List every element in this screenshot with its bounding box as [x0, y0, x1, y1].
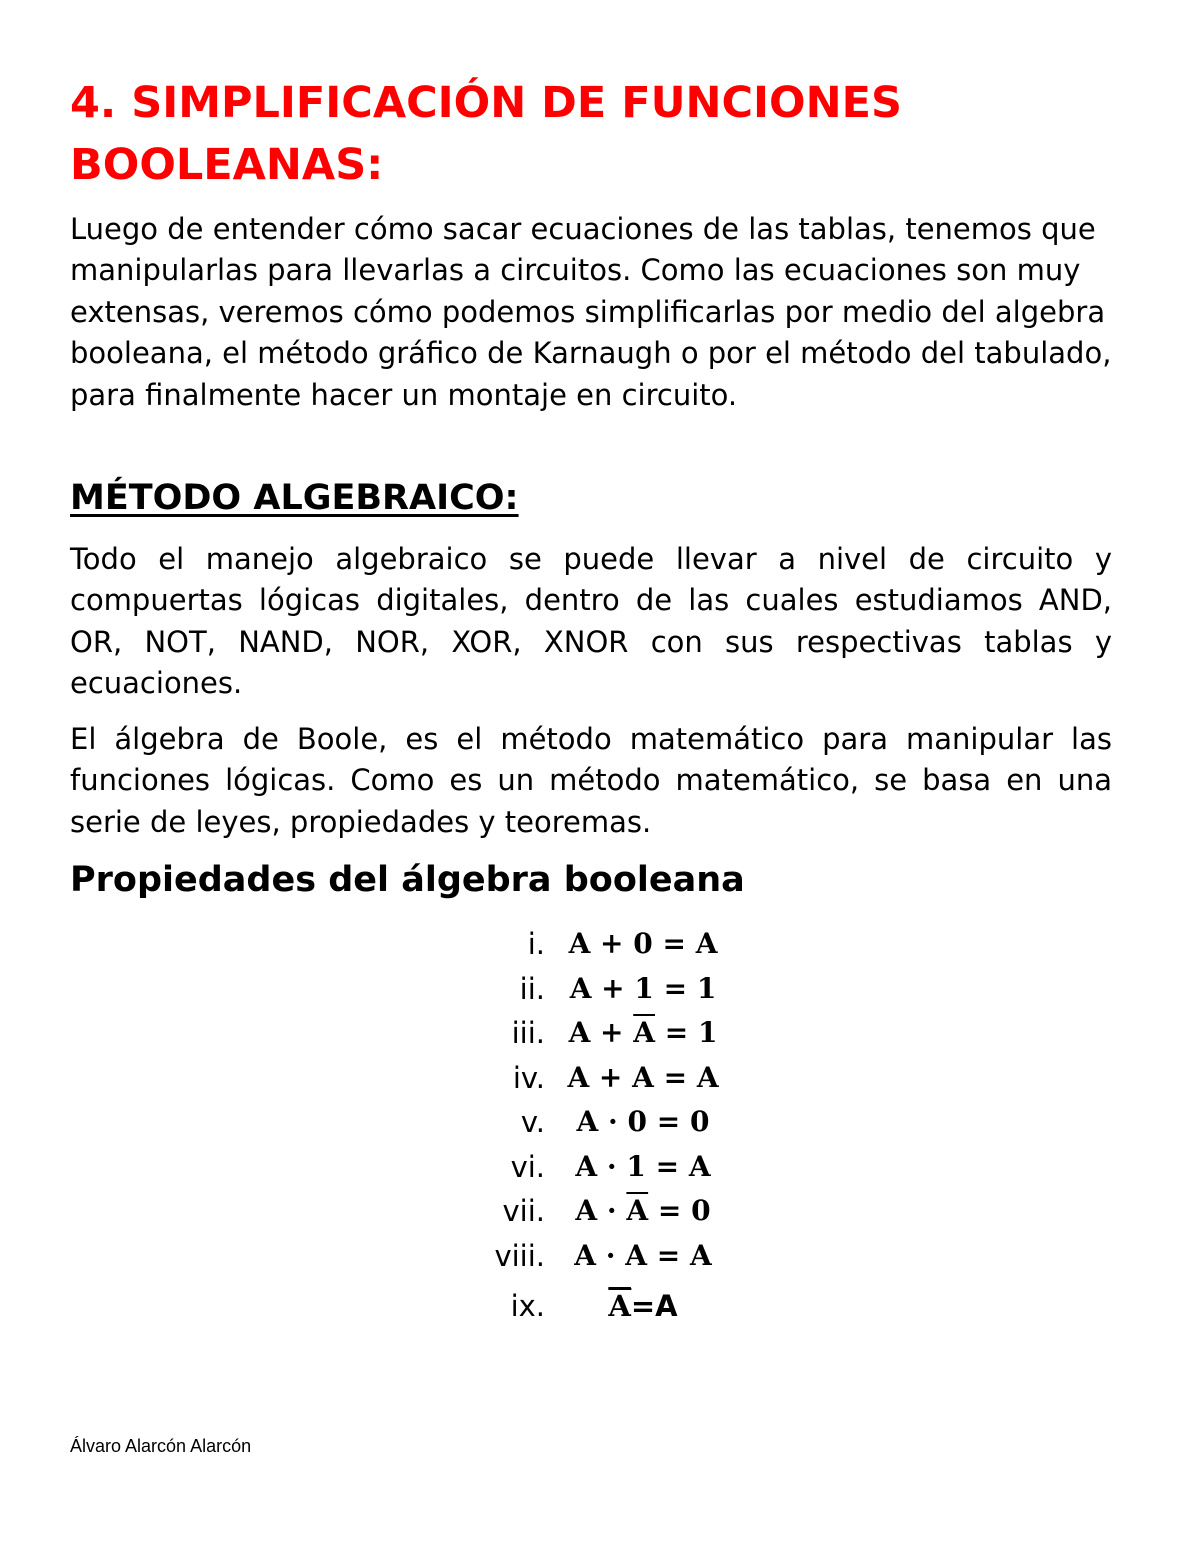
double-negated-variable: $\overline{A}$ — [608, 1289, 631, 1323]
property-number: viii. — [494, 1238, 545, 1273]
page-title: 4. SIMPLIFICACIÓN DE FUNCIONES BOOLEANAS: — [70, 78, 902, 190]
properties-list — [0, 922, 1200, 1328]
property-number: vi. — [510, 1149, 545, 1184]
property-row — [0, 1234, 1200, 1279]
author-footer: Álvaro Alarcón Alarcón — [70, 1436, 252, 1456]
property-row — [0, 1100, 1200, 1145]
gates-paragraph: Todo el manejo algebraico se puede llevar a nivel de circuito y compuertas lógicas digitales, dentro de las cuales estudiamos AND, OR, NOT, NAND, NOR, XOR, XNOR con sus respectivas tablas y ecuaciones. — [70, 542, 1112, 701]
property-equation: $A \cdot \overline{A} = 0$ — [575, 1194, 711, 1227]
property-equation: A + A = A — [567, 1060, 719, 1094]
property-number: vii. — [502, 1194, 545, 1228]
property-row — [0, 1189, 1200, 1234]
property-row — [0, 1056, 1200, 1101]
property-equation: A · 0 = 0 — [576, 1105, 710, 1138]
property-number: iv. — [512, 1060, 545, 1095]
property-equation: A · 1 = A — [575, 1149, 711, 1183]
property-row — [0, 922, 1200, 967]
property-number: v. — [520, 1105, 545, 1139]
negated-variable: $\overline{A}$ — [626, 1194, 649, 1227]
property-equation: A + 1 = 1 — [569, 971, 717, 1005]
property-row — [0, 1011, 1200, 1056]
property-number: ix. — [510, 1289, 545, 1323]
intro-paragraph: Luego de entender cómo sacar ecuaciones de las tablas, tenemos que manipularlas para llevarlas a circuitos. Como las ecuaciones son muy extensas, veremos cómo podemos simplificarlas por medio del algebra booleana, el método gráfico de Karnaugh o por el método del tabulado, para finalmente hacer un montaje en circuito. — [70, 212, 1112, 412]
negated-variable: $\overline{A}$ — [633, 1016, 655, 1049]
property-row — [0, 1278, 1200, 1328]
property-row — [0, 967, 1200, 1012]
property-row — [0, 1145, 1200, 1190]
property-number: i. — [527, 927, 545, 961]
property-number: iii. — [511, 1016, 545, 1050]
properties-subheading: Propiedades del álgebra booleana — [70, 860, 745, 900]
property-equation: $A + \overline{A} = 1$ — [568, 1016, 718, 1049]
property-number: ii. — [519, 971, 545, 1006]
property-equation: $\overline{A}=A$ — [608, 1289, 678, 1323]
property-equation: A · A = A — [574, 1238, 712, 1272]
section-heading-metodo-algebraico: MÉTODO ALGEBRAICO: — [70, 478, 519, 518]
property-equation: A + 0 = A — [568, 927, 718, 960]
boole-paragraph: El álgebra de Boole, es el método matemático para manipular las funciones lógicas. Como es un método matemático, se basa en una serie de leyes, propiedades y teoremas. — [70, 722, 1112, 839]
